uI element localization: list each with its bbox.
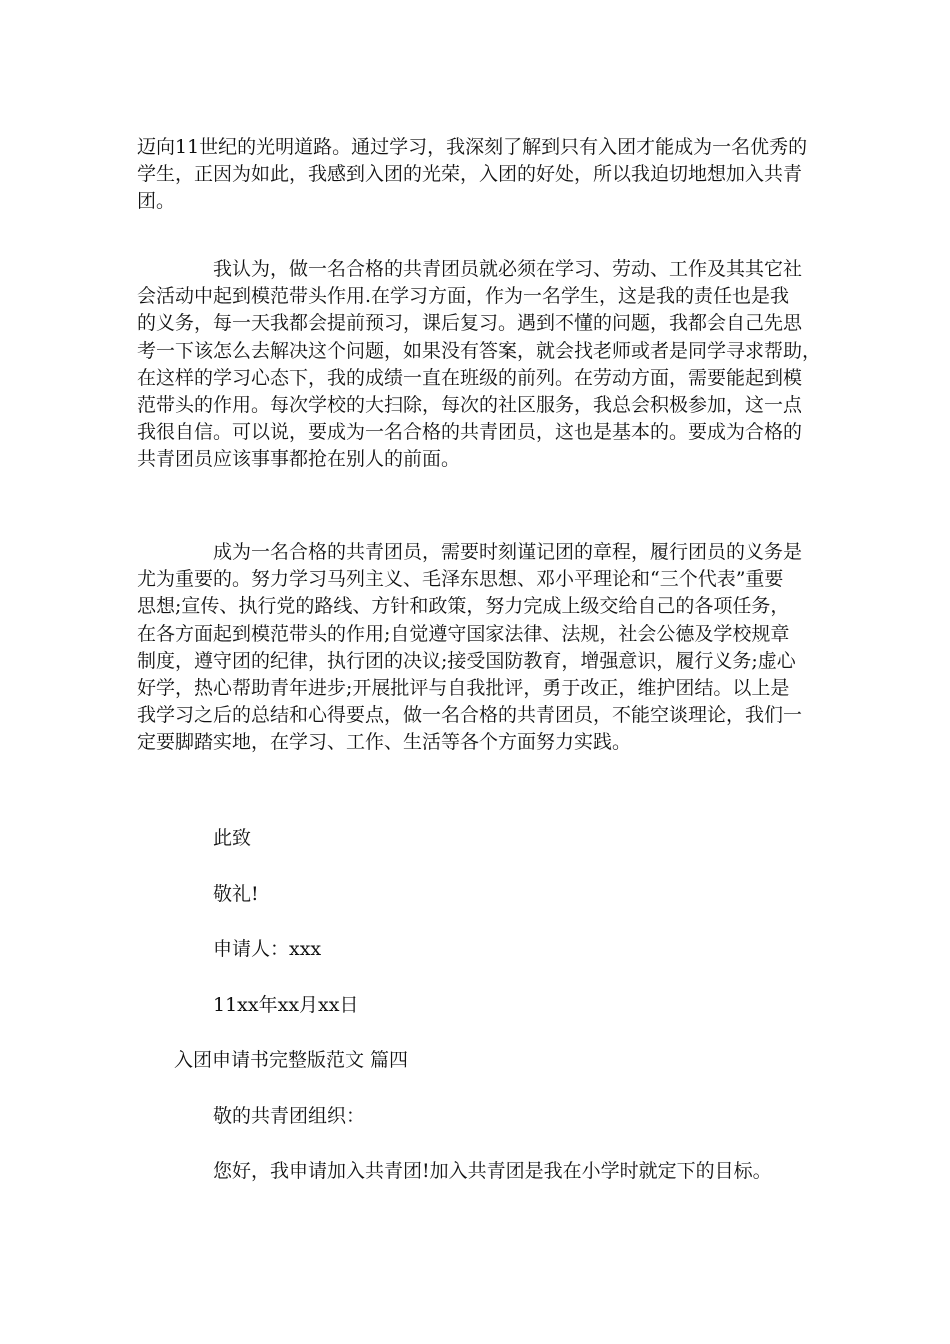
text-line: 我学习之后的总结和心得要点，做一名合格的共青团员，不能空谈理论，我们一 — [137, 704, 803, 727]
text-line: 共青团员应该事事都抢在别人的前面。 — [137, 448, 461, 471]
opening-line: 您好，我申请加入共青团!加入共青团是我在小学时就定下的目标。 — [213, 1160, 772, 1182]
closing-jingli: 敬礼! — [213, 883, 259, 905]
paragraph-1 — [137, 134, 817, 216]
text-line: 会活动中起到模范带头作用.在学习方面，作为一名学生，这是我的责任也是我 — [137, 285, 790, 308]
paragraph-3 — [137, 539, 817, 757]
text-line: 学生，正因为如此，我感到入团的光荣，入团的好处，所以我迫切地想加入共青 — [137, 163, 803, 186]
text-line: 在这样的学习心态下，我的成绩一直在班级的前列。在劳动方面，需要能起到模 — [137, 366, 803, 389]
text-line: 尤为重要的。努力学习马列主义、毛泽东思想、邓小平理论和“三个代表”重要 — [137, 568, 784, 591]
paragraph-2 — [137, 256, 822, 474]
salutation-line: 敬的共青团组织： — [213, 1105, 366, 1127]
text-line: 我很自信。可以说，要成为一名合格的共青团员，这也是基本的。要成为合格的 — [137, 421, 803, 444]
section-heading: 入团申请书完整版范文 篇四 — [174, 1049, 409, 1071]
text-line: 思想;宣传、执行党的路线、方针和政策，努力完成上级交给自己的各项任务， — [137, 595, 790, 618]
text-line: 考一下该怎么去解决这个问题，如果没有答案，就会找老师或者是同学寻求帮助， — [137, 339, 822, 362]
closing-cizhi: 此致 — [213, 827, 252, 849]
text-line: 我认为，做一名合格的共青团员就必须在学习、劳动、工作及其其它社 — [137, 258, 803, 280]
text-line: 范带头的作用。每次学校的大扫除，每次的社区服务，我总会积极参加，这一点 — [137, 394, 803, 417]
text-line: 成为一名合格的共青团员，需要时刻谨记团的章程，履行团员的义务是 — [137, 541, 803, 563]
text-line: 定要脚踏实地，在学习、工作、生活等各个方面努力实践。 — [137, 731, 632, 754]
text-line: 制度，遵守团的纪律，执行团的决议;接受国防教育，增强意识，履行义务;虚心 — [137, 649, 796, 672]
applicant-line: 申请人：xxx — [213, 938, 322, 960]
text-line: 好学，热心帮助青年进步;开展批评与自我批评，勇于改正，维护团结。以上是 — [137, 677, 790, 700]
text-line: 在各方面起到模范带头的作用;自觉遵守国家法律、法规，社会公德及学校规章 — [137, 622, 790, 645]
text-line: 的义务，每一天我都会提前预习，课后复习。遇到不懂的问题，我都会自己先思 — [137, 312, 803, 335]
text-line: 迈向11世纪的光明道路。通过学习，我深刻了解到只有入团才能成为一名优秀的 — [137, 136, 808, 158]
text-line: 团。 — [137, 190, 176, 213]
date-line: 11xx年xx月xx日 — [213, 994, 359, 1016]
